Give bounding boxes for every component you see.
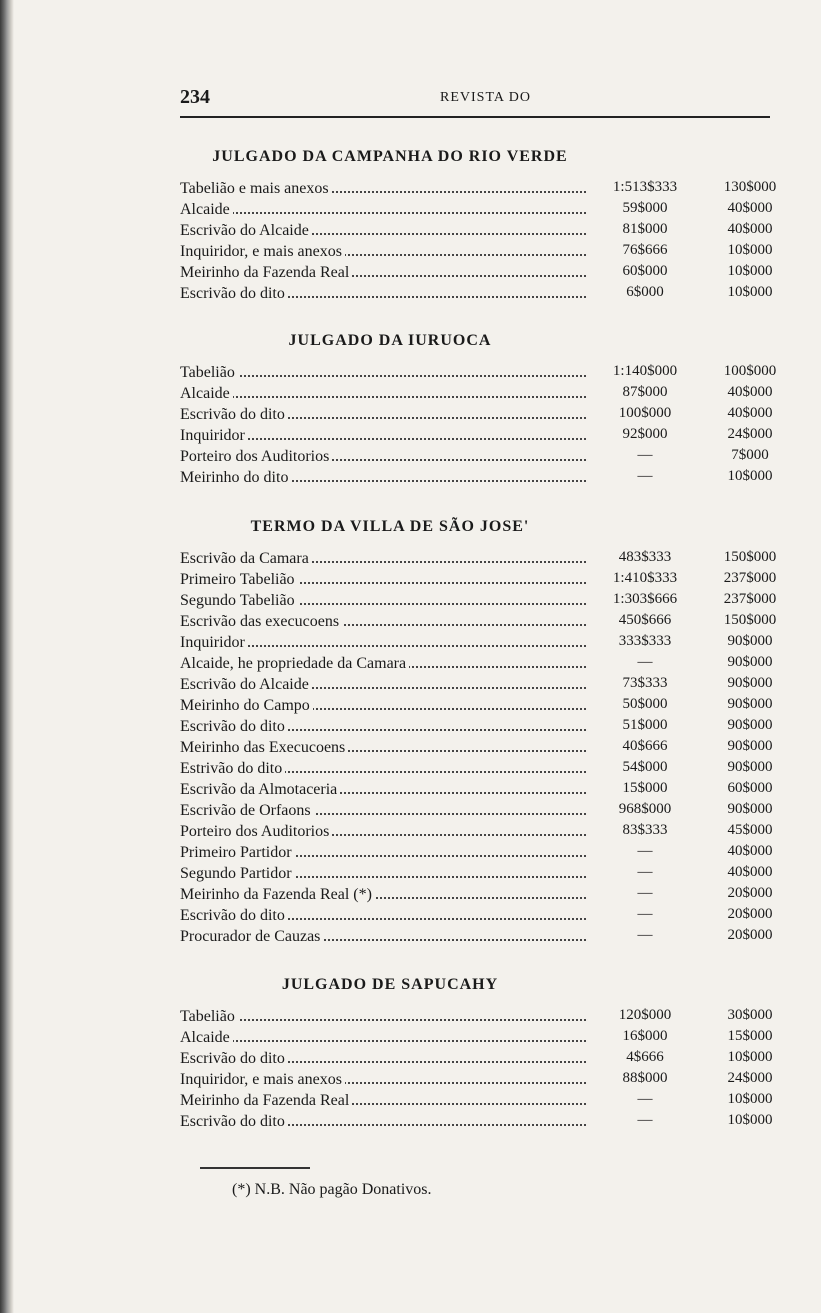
table-row — [180, 180, 790, 201]
table-row — [180, 739, 790, 760]
value-col-2: 90$000 — [727, 759, 773, 775]
value-col-2: 24$000 — [727, 426, 773, 442]
row-label: Porteiro dos Auditorios — [180, 448, 332, 465]
row-label: Meirinho do dito — [180, 469, 291, 486]
table-row — [180, 823, 790, 844]
value-col-1: 81$000 — [622, 221, 668, 237]
row-label: Escrivão do Alcaide — [180, 676, 312, 693]
value-col-1: 1:410$333 — [612, 570, 678, 586]
value-col-2: 10$000 — [727, 242, 773, 258]
row-label: Tabelião e mais anexos — [180, 180, 332, 197]
value-col-2: 90$000 — [727, 738, 773, 754]
value-col-1: — — [637, 864, 653, 880]
row-label: Primeiro Partidor — [180, 844, 295, 861]
value-col-2: 90$000 — [727, 717, 773, 733]
table-row — [180, 1071, 790, 1092]
row-label: Porteiro dos Auditorios — [180, 823, 332, 840]
value-col-1: — — [637, 927, 653, 943]
value-col-2: 40$000 — [727, 200, 773, 216]
value-col-1: 88$000 — [622, 1070, 668, 1086]
section-campanha-rio-verde — [180, 148, 790, 306]
table-row — [180, 907, 790, 928]
value-col-2: 90$000 — [727, 633, 773, 649]
section-title: JULGADO DA CAMPANHA DO RIO VERDE — [212, 148, 568, 165]
value-col-2: 30$000 — [727, 1007, 773, 1023]
value-col-2: 130$000 — [723, 179, 777, 195]
value-col-2: 90$000 — [727, 654, 773, 670]
footnote: (*) N.B. Não pagão Donativos. — [232, 1181, 432, 1198]
row-label: Escrivão do dito — [180, 718, 288, 735]
value-col-1: 83$333 — [622, 822, 668, 838]
value-col-1: 73$333 — [622, 675, 668, 691]
value-col-2: 7$000 — [731, 447, 769, 463]
row-label: Escrivão do dito — [180, 907, 288, 924]
value-col-2: 90$000 — [727, 675, 773, 691]
value-col-1: — — [637, 468, 653, 484]
footnote-rule — [200, 1167, 310, 1169]
row-label: Meirinho das Execucoens — [180, 739, 348, 756]
row-label: Escrivão do dito — [180, 1113, 288, 1130]
value-col-1: — — [637, 1091, 653, 1107]
value-col-1: 120$000 — [618, 1007, 672, 1023]
row-label: Meirinho do Campo — [180, 697, 313, 714]
value-col-2: 150$000 — [723, 549, 777, 565]
table-row — [180, 550, 790, 571]
row-label: Tabelião — [180, 364, 238, 381]
value-col-2: 20$000 — [727, 885, 773, 901]
value-col-2: 40$000 — [727, 221, 773, 237]
value-col-1: 50$000 — [622, 696, 668, 712]
value-col-2: 90$000 — [727, 696, 773, 712]
row-label: Meirinho da Fazenda Real — [180, 1092, 352, 1109]
value-col-2: 40$000 — [727, 843, 773, 859]
value-col-2: 10$000 — [727, 1049, 773, 1065]
table-row — [180, 865, 790, 886]
row-label: Escrivão de Orfaons — [180, 802, 314, 819]
value-col-2: 24$000 — [727, 1070, 773, 1086]
value-col-1: — — [637, 906, 653, 922]
header-rule — [180, 116, 770, 118]
value-col-2: 45$000 — [727, 822, 773, 838]
table-row — [180, 676, 790, 697]
value-col-1: 6$000 — [626, 284, 664, 300]
section-title: TERMO DA VILLA DE SÃO JOSE' — [250, 518, 530, 535]
row-label: Segundo Tabelião — [180, 592, 298, 609]
table-row — [180, 201, 790, 222]
section-title: JULGADO DE SAPUCAHY — [281, 976, 499, 993]
row-label: Meirinho da Fazenda Real — [180, 264, 352, 281]
row-label: Alcaide — [180, 201, 233, 218]
table-row — [180, 1050, 790, 1071]
table-row — [180, 571, 790, 592]
value-col-1: 51$000 — [622, 717, 668, 733]
value-col-2: 10$000 — [727, 1091, 773, 1107]
table-row — [180, 760, 790, 781]
value-col-2: 90$000 — [727, 801, 773, 817]
value-col-2: 237$000 — [723, 591, 777, 607]
row-label: Segundo Partidor — [180, 865, 295, 882]
section-iuruoca — [180, 332, 790, 490]
value-col-1: 968$000 — [618, 801, 672, 817]
page-number: 234 — [180, 86, 210, 108]
value-col-1: 40$666 — [622, 738, 668, 754]
section-sapucahy — [180, 976, 790, 1134]
value-col-1: 59$000 — [622, 200, 668, 216]
table-row — [180, 844, 790, 865]
value-col-1: 100$000 — [618, 405, 672, 421]
value-col-1: 483$333 — [618, 549, 672, 565]
section-title: JULGADO DA IURUOCA — [288, 332, 492, 349]
value-col-1: 1:303$666 — [612, 591, 678, 607]
row-label: Tabelião — [180, 1008, 238, 1025]
row-label: Meirinho da Fazenda Real (*) — [180, 886, 375, 903]
value-col-2: 100$000 — [723, 363, 777, 379]
row-label: Inquiridor — [180, 634, 248, 651]
row-label: Escrivão da Camara — [180, 550, 312, 567]
value-col-2: 40$000 — [727, 384, 773, 400]
page-binding-edge — [0, 0, 14, 1313]
table-row — [180, 781, 790, 802]
value-col-2: 40$000 — [727, 405, 773, 421]
row-label: Alcaide — [180, 1029, 233, 1046]
row-label: Inquiridor — [180, 427, 248, 444]
table-row — [180, 285, 790, 306]
value-col-1: 333$333 — [618, 633, 672, 649]
table-row — [180, 655, 790, 676]
row-label: Primeiro Tabelião — [180, 571, 298, 588]
row-label: Inquiridor, e mais anexos — [180, 1071, 345, 1088]
table-row — [180, 364, 790, 385]
table-row — [180, 406, 790, 427]
value-col-2: 15$000 — [727, 1028, 773, 1044]
table-row — [180, 385, 790, 406]
table-row — [180, 634, 790, 655]
running-head: REVISTA DO — [440, 90, 531, 105]
table-row — [180, 718, 790, 739]
value-col-2: 237$000 — [723, 570, 777, 586]
value-col-1: 15$000 — [622, 780, 668, 796]
row-label: Escrivão do dito — [180, 1050, 288, 1067]
value-col-2: 10$000 — [727, 1112, 773, 1128]
table-row — [180, 886, 790, 907]
row-label: Inquiridor, e mais anexos — [180, 243, 345, 260]
row-label: Escrivão da Almotaceria — [180, 781, 340, 798]
row-label: Escrivão do Alcaide — [180, 222, 312, 239]
row-label: Procurador de Cauzas — [180, 928, 323, 945]
row-label: Escrivão do dito — [180, 285, 288, 302]
value-col-1: — — [637, 843, 653, 859]
table-row — [180, 448, 790, 469]
value-col-2: 150$000 — [723, 612, 777, 628]
value-col-1: — — [637, 447, 653, 463]
table-row — [180, 1008, 790, 1029]
value-col-2: 40$000 — [727, 864, 773, 880]
row-label: Escrivão das execucoens — [180, 613, 342, 630]
value-col-1: 16$000 — [622, 1028, 668, 1044]
value-col-1: — — [637, 1112, 653, 1128]
value-col-1: — — [637, 654, 653, 670]
page-header — [180, 86, 770, 110]
table-row — [180, 1029, 790, 1050]
value-col-1: 450$666 — [618, 612, 672, 628]
value-col-2: 10$000 — [727, 468, 773, 484]
table-row — [180, 802, 790, 823]
section-villa-sao-jose — [180, 518, 790, 949]
value-col-2: 60$000 — [727, 780, 773, 796]
value-col-1: 60$000 — [622, 263, 668, 279]
row-label: Escrivão do dito — [180, 406, 288, 423]
table-row — [180, 592, 790, 613]
table-row — [180, 1092, 790, 1113]
value-col-1: 92$000 — [622, 426, 668, 442]
value-col-1: 4$666 — [626, 1049, 664, 1065]
value-col-1: — — [637, 885, 653, 901]
row-label: Alcaide, he propriedade da Camara — [180, 655, 409, 672]
table-row — [180, 697, 790, 718]
value-col-2: 20$000 — [727, 906, 773, 922]
table-row — [180, 222, 790, 243]
table-row — [180, 469, 790, 490]
value-col-2: 20$000 — [727, 927, 773, 943]
value-col-2: 10$000 — [727, 284, 773, 300]
row-label: Estrivão do dito — [180, 760, 285, 777]
value-col-1: 1:513$333 — [612, 179, 678, 195]
row-label: Alcaide — [180, 385, 233, 402]
table-row — [180, 243, 790, 264]
value-col-1: 54$000 — [622, 759, 668, 775]
table-row — [180, 928, 790, 949]
value-col-2: 10$000 — [727, 263, 773, 279]
value-col-1: 1:140$000 — [612, 363, 678, 379]
table-row — [180, 1113, 790, 1134]
table-row — [180, 264, 790, 285]
value-col-1: 76$666 — [622, 242, 668, 258]
value-col-1: 87$000 — [622, 384, 668, 400]
table-row — [180, 427, 790, 448]
table-row — [180, 613, 790, 634]
